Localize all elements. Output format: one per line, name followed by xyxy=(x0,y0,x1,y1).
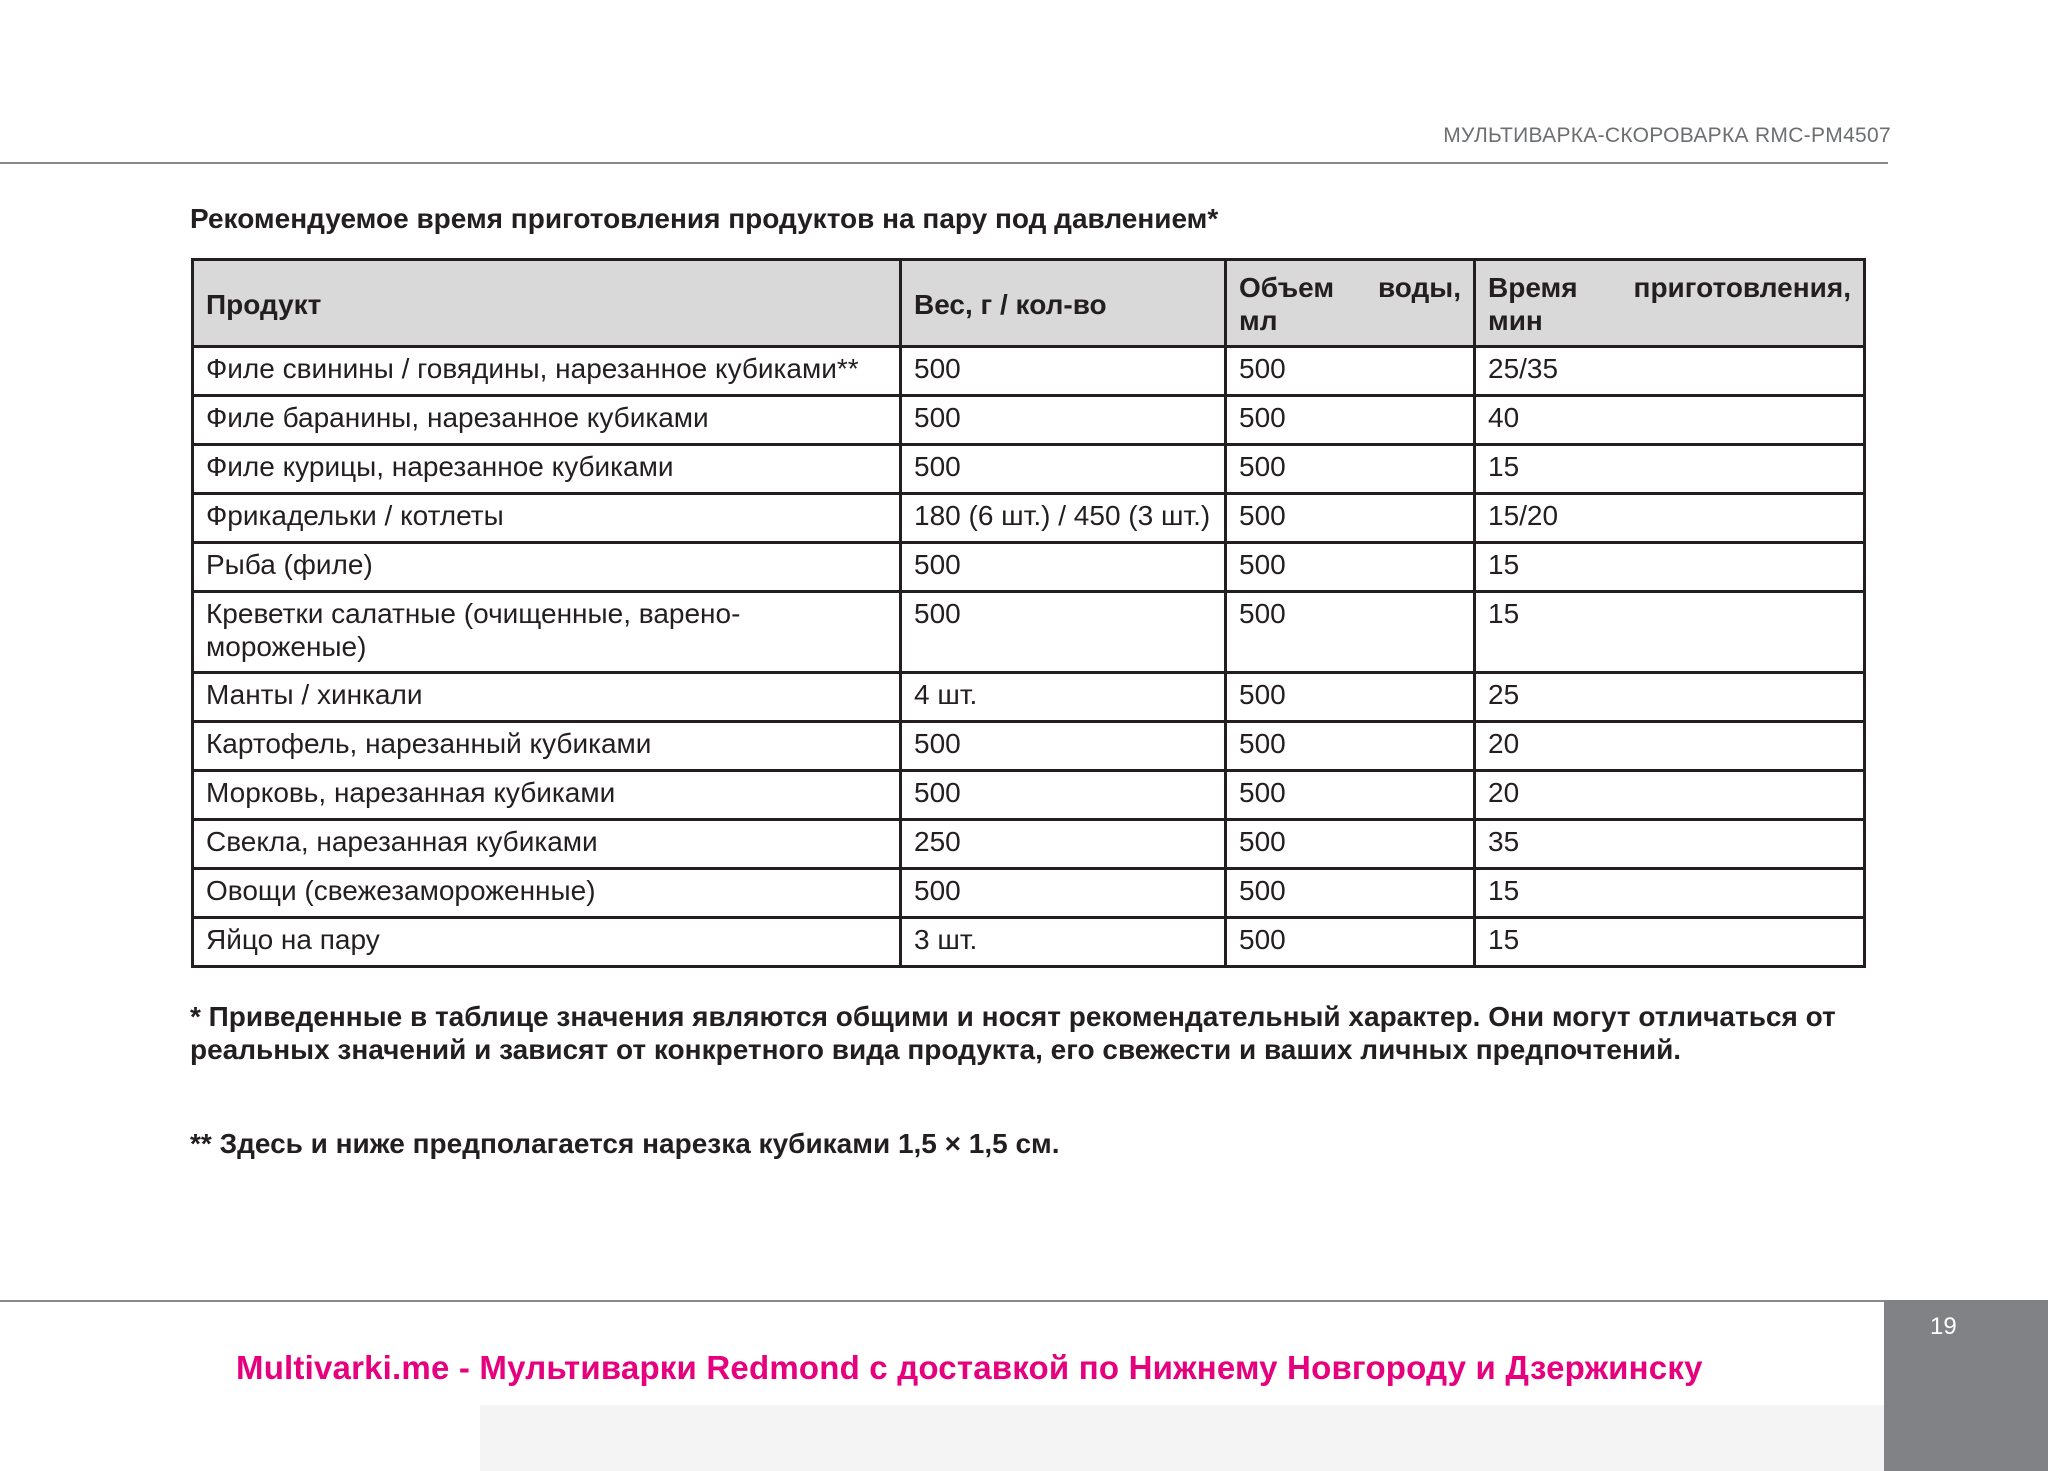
cell-product: Рыба (филе) xyxy=(193,543,901,592)
cell-product: Креветки салатные (очищенные, варено-мороженые) xyxy=(193,592,901,673)
cell-water-volume: 500 xyxy=(1226,543,1475,592)
cell-water-volume: 500 xyxy=(1226,820,1475,869)
column-header-water-volume: Объем воды, мл xyxy=(1226,260,1475,347)
cell-water-volume: 500 xyxy=(1226,494,1475,543)
cell-cooking-time: 15 xyxy=(1475,543,1865,592)
cell-cooking-time: 15 xyxy=(1475,592,1865,673)
cell-water-volume: 500 xyxy=(1226,592,1475,673)
footer-divider xyxy=(0,1300,1884,1302)
footer-background-band xyxy=(480,1405,1884,1471)
cell-weight: 250 xyxy=(901,820,1226,869)
table-row xyxy=(193,494,1865,543)
cell-product: Филе курицы, нарезанное кубиками xyxy=(193,445,901,494)
page-number-tab xyxy=(1884,1300,2048,1471)
table-row xyxy=(193,445,1865,494)
table-row xyxy=(193,396,1865,445)
table-row xyxy=(193,673,1865,722)
cell-product: Картофель, нарезанный кубиками xyxy=(193,722,901,771)
table-row xyxy=(193,771,1865,820)
table-row xyxy=(193,820,1865,869)
cell-water-volume: 500 xyxy=(1226,918,1475,967)
cell-water-volume: 500 xyxy=(1226,445,1475,494)
cell-weight: 180 (6 шт.) / 450 (3 шт.) xyxy=(901,494,1226,543)
cell-product: Фрикадельки / котлеты xyxy=(193,494,901,543)
header-divider xyxy=(0,162,1888,164)
document-header-title: МУЛЬТИВАРКА-СКОРОВАРКА RMC-PM4507 xyxy=(1443,124,1891,147)
footnote-general-disclaimer: * Приведенные в таблице значения являются общими и носят рекомендательный характер. Они могут отличаться от реальных значений и зависят от конкретного вида продукта, его свежести и ваших личных предпочтений. xyxy=(190,1001,1836,1065)
cell-product: Филе свинины / говядины, нарезанное кубиками** xyxy=(193,347,901,396)
cell-water-volume: 500 xyxy=(1226,396,1475,445)
cell-weight: 500 xyxy=(901,543,1226,592)
cooking-time-table-container xyxy=(191,258,1863,968)
cell-product: Свекла, нарезанная кубиками xyxy=(193,820,901,869)
page-number: 19 xyxy=(1930,1313,1957,1340)
column-header-product: Продукт xyxy=(193,260,901,347)
cell-cooking-time: 15 xyxy=(1475,869,1865,918)
cell-water-volume: 500 xyxy=(1226,771,1475,820)
table-row xyxy=(193,869,1865,918)
cell-weight: 500 xyxy=(901,445,1226,494)
cell-water-volume: 500 xyxy=(1226,347,1475,396)
cell-product: Манты / хинкали xyxy=(193,673,901,722)
cell-cooking-time: 20 xyxy=(1475,771,1865,820)
cooking-time-table xyxy=(191,258,1866,968)
cell-cooking-time: 25/35 xyxy=(1475,347,1865,396)
cell-product: Филе баранины, нарезанное кубиками xyxy=(193,396,901,445)
cell-cooking-time: 35 xyxy=(1475,820,1865,869)
cell-cooking-time: 40 xyxy=(1475,396,1865,445)
section-title: Рекомендуемое время приготовления продуктов на пару под давлением* xyxy=(190,203,1219,234)
cell-cooking-time: 15/20 xyxy=(1475,494,1865,543)
footnote-cube-size: ** Здесь и ниже предполагается нарезка кубиками 1,5 × 1,5 см. xyxy=(190,1128,1060,1159)
column-header-cooking-time: Время приготовления, мин xyxy=(1475,260,1865,347)
cell-weight: 500 xyxy=(901,869,1226,918)
cell-weight: 4 шт. xyxy=(901,673,1226,722)
column-header-weight: Вес, г / кол-во xyxy=(901,260,1226,347)
cell-product: Овощи (свежезамороженные) xyxy=(193,869,901,918)
cell-cooking-time: 25 xyxy=(1475,673,1865,722)
table-row xyxy=(193,592,1865,673)
promo-watermark-text: Multivarki.me - Мультиварки Redmond с доставкой по Нижнему Новгороду и Дзержинску xyxy=(236,1349,1703,1386)
cell-weight: 500 xyxy=(901,347,1226,396)
table-row xyxy=(193,722,1865,771)
cell-cooking-time: 20 xyxy=(1475,722,1865,771)
cell-product: Яйцо на пару xyxy=(193,918,901,967)
cell-weight: 3 шт. xyxy=(901,918,1226,967)
table-row xyxy=(193,543,1865,592)
cell-water-volume: 500 xyxy=(1226,673,1475,722)
table-header-row xyxy=(193,260,1865,347)
cell-weight: 500 xyxy=(901,592,1226,673)
cell-weight: 500 xyxy=(901,396,1226,445)
table-row xyxy=(193,918,1865,967)
cell-cooking-time: 15 xyxy=(1475,445,1865,494)
table-row xyxy=(193,347,1865,396)
cell-water-volume: 500 xyxy=(1226,722,1475,771)
cell-weight: 500 xyxy=(901,722,1226,771)
cell-product: Морковь, нарезанная кубиками xyxy=(193,771,901,820)
cell-cooking-time: 15 xyxy=(1475,918,1865,967)
cell-water-volume: 500 xyxy=(1226,869,1475,918)
cell-weight: 500 xyxy=(901,771,1226,820)
